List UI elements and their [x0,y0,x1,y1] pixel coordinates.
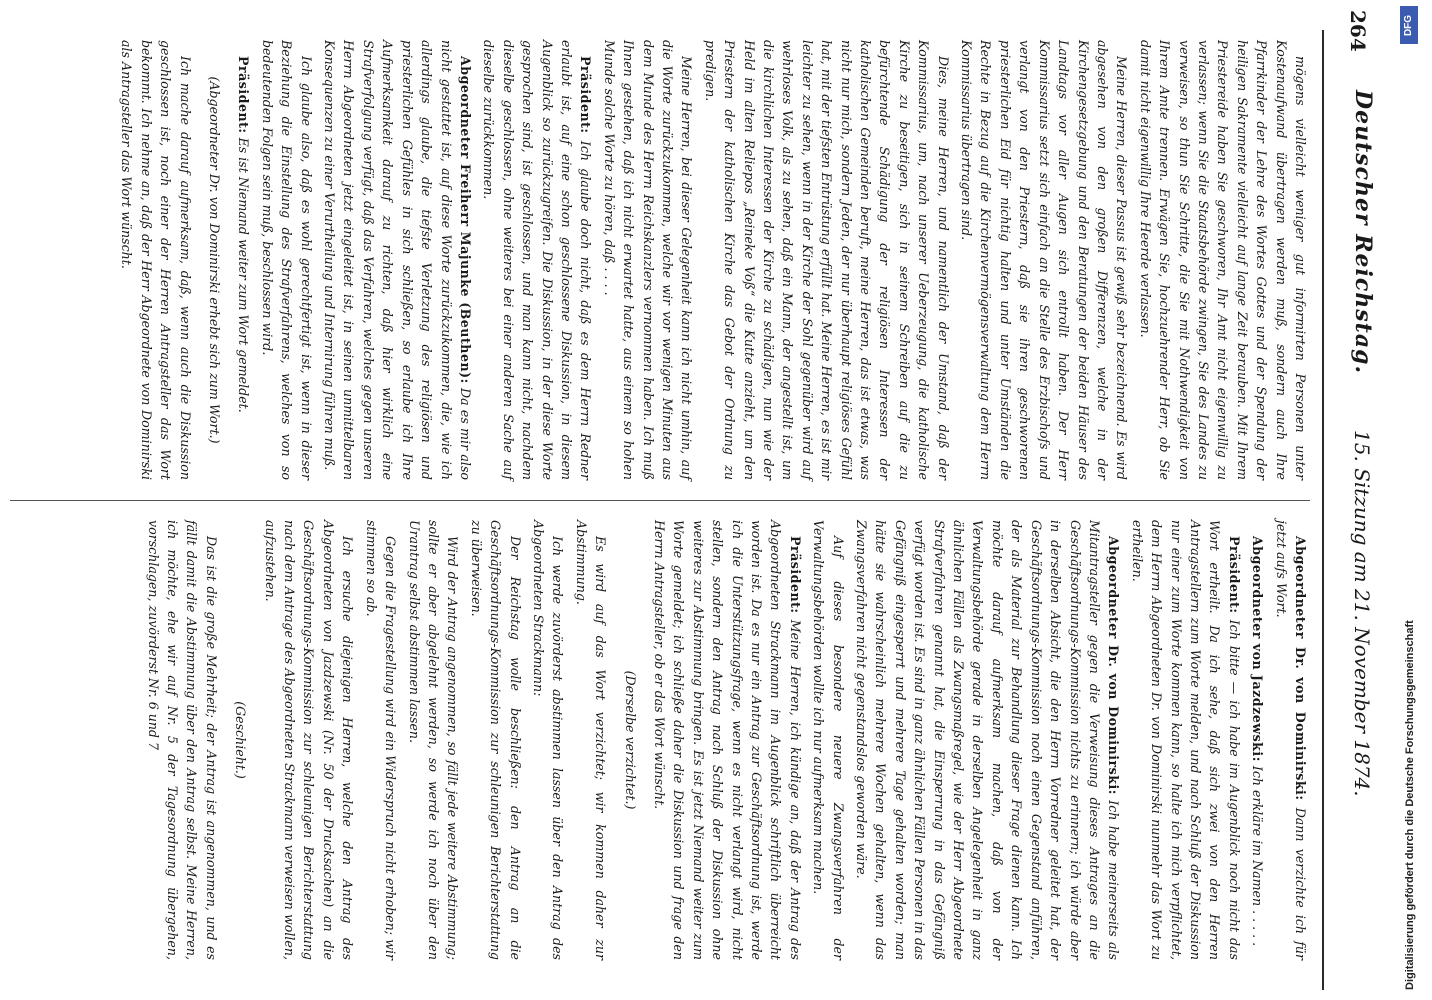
paragraph [143,520,221,960]
paragraph [957,40,1132,480]
paragraph-text: Ich glaube also, daß es wohl gerechtfertigt ist, wenn in dieser Beziehung die Einstellung des Strafverfahrens, welches von so bedeutenden Folgen sein muß, beschlossen wird. [259,40,314,480]
paragraph-text: Da es mir also nicht gestattet ist, auf diese Worte zurückzukommen, die, wie ich allerdings glaube, die tiefste Verletzung des religiösen und priesterlichen Gefühles in sich schließen, so erlaube ich Ihre Aufmerksamkeit darauf zu richten, daß hier wirklich eine Strafverfolgung verfügt, daß das Verfahren, welches gegen unseren Herrn Abgeordneten jetzt eingeleitet ist, in seinen unmittelbaren Konsequenzen zu einer Verurtheilung und Internirung führen muß. [322,40,473,480]
paragraph-text: Es wird auf das Wort verzichtet; wir kommen daher zur Abstimmung. [573,520,609,960]
paragraph-text: Ich glaube doch nicht, daß es dem Herrn Redner erlaubt ist, auf eine schon geschlossene Diskussion, in diesem Augenblick so zurückzugreifen. Die Diskussion, in der diese Worte gesprochen sind, ist geschlossen, und man kann nicht, nachdem dieselbe geschlossen, ohne weiteres bei einer anderen Sache auf dieselbe zurückkommen. [481,40,594,480]
paragraph [700,40,952,480]
stage-direction: (Abgeordneter Dr. von Dominirski erhebt sich zum Wort.) [207,76,223,444]
paragraph [361,520,400,960]
paragraph-text: Es ist Niemand weiter zum Wort gemeldet. [236,137,252,413]
speaker-name: Abgeordneter Dr. von Dominirski: [1293,536,1308,801]
paragraph-text: Meine Herren, bei dieser Gelegenheit kann ich nicht umhin, auf die Worte zurückzukommen, welche wir vor wenigen Minuten aus dem Munde des Herrn Reichskanzlers vernommen haben. Ich muß Ihnen gestehen, daß ich nicht erwartet hatte, aus einem so hohen Munde solche Worte zu hören, daß . . . . [601,40,695,480]
right-text-column [139,520,1310,960]
digitization-credit: Digitalisierung gefördert durch die Deutsche Forschungsgemeinschaft [1404,620,1416,990]
speaker-name: Präsident: [578,56,594,134]
paragraph [1248,520,1267,960]
speaker-name: Präsident: [787,536,803,614]
paragraph-text: Meine Herren, dieser Passus ist gewiß sehr bezeichnend. Es wird abgesehen von den großen Differenzen, welche in der Kirchengesetzgebung und den Beratungen der beiden Häuser des Landtags vor aller Augen sich entrollt haben. Der Herr Kommissarius setzt sich einfach an die Stelle des Erzbischofs und verlangt von den Priestern, daß sie ihren geschworenen priesterlichen Eid für nichtig halten und unter Umständen die Rechte in Bezug auf die Kirchenvermögensverwaltung dem Herrn Kommissarius übertragen sind. [959,40,1130,480]
paragraph [1271,520,1310,960]
session-line: 15. Sitzung am 21. November 1874. [1350,430,1374,797]
paragraph-text: Das ist die große Mehrheit; der Antrag ist angenommen, und es fällt damit die Abstimmung über den Antrag selbst. Meine Herren, ich möchte, ehe wir auf Nr. 5 der Tagesordnung übergehen, vorschlagen, zuvörderst Nr. 6 und 7 [145,520,219,960]
paragraph [1135,40,1310,480]
stage-direction: (Geschieht.) [233,701,249,779]
digitization-sidebar [1390,0,1426,1000]
stage-direction: (Derselbe verzichtet.) [622,670,638,810]
paragraph-text: Ich mache darauf aufmerksam, daß, wenn auch die Diskussion geschlossen ist, noch einer der Herren Antragsteller das Wort bekommt. Ich nehme an, daß der Herr Abgeordnete von Dominirski als Antragsteller das Wort wünscht. [119,40,193,480]
dfg-logo: DFG [1400,6,1418,44]
paragraph [320,40,475,480]
paragraph-text: Ich ersuche diejenigen Herren, welche den Antrag des Abgeordneten von Jazdzewski (Nr. 50 der Drucksachen) an die Geschäftsordnungs-Kommission zur schleunigen Berichterstattung nach dem Antrage des Abgeordneten Strackmann verweisen wollen, aufzustehen. [262,520,356,960]
paragraph [650,520,805,960]
paragraph [234,40,253,480]
column-divider [10,500,1310,501]
paragraph [466,520,524,960]
page-number: 264 [1346,10,1370,52]
paragraph-text: Dies, meine Herren, und namentlich der Umstand, daß der Kommissarius, um, nach unserer Ueberzeugung, die katholische Kirche zu beseitigen, sich in seinem Schreiben auf die zu befürchtende Schädigung der religiösen Interessen der katholischen Gemeinden beruft, meine Herren, das ist etwas, was nicht nur mich, sondern Jeden, der nur überhaupt religiöses Gefühl hat, mit der tiefsten Entrüstung erfüllt hat. Meine Herren, es ist mir leichter zu sehen, wenn in der Kirche der Sohl gegenüber wird auf wehrloses Volk, als zu sehen, daß ein Mann, der angestellt ist, um die kirchlichen Interessen der Kirche zu schädigen, nun wie der Held im alten Reliepos „Reineke Voß“ die Kutte anzieht, um den Priestern der katholischen Kirche das Gebot der Ordnung zu predigen. [702,40,951,480]
speaker-name: Präsident: [236,56,252,134]
paragraph [117,40,195,480]
running-title: Deutscher Reichstag. [1350,90,1376,375]
paragraph-text: Ich erkläre im Namen . . . . . [1250,765,1266,947]
page-header [1324,0,1384,1000]
paragraph-text: Ich werde zuvörderst abstimmen lassen über den Antrag des Abgeordneten Strackmann: [530,520,566,960]
paragraph [479,40,595,480]
paragraph [529,520,568,960]
speaker-name: Abgeordneter Freiherr Majunke (Beuthen): [457,56,473,384]
paragraph [260,520,357,960]
paragraph-text: Wird der Antrag angenommen, so fällt jede weitere Abstimmung; sollte er aber abgelehnt werden, so werde ich noch über den Urantrag selbst abstimmen lassen. [406,520,461,960]
paragraph [852,520,1124,960]
paragraph [571,520,610,960]
paragraph-text: Dann verzichte ich für jetzt aufs Wort. [1273,520,1308,961]
speaker-name: Präsident: [1226,536,1242,614]
speaker-name: Abgeordneter Dr. von Dominirski: [1106,536,1122,795]
paragraph-text: Meine Herren, ich kündige an, daß der Antrag des Abgeordneten Strackmann im Augenblick schriftlich überreicht worden ist. Da es nur ein Antrag zur Geschäftsordnung ist, werde ich die Unterstützungsfrage, wenn es nicht verlangt wird, nicht stellen, sondern den Antrag nach Schluß der Diskussion ohne weiteres zur Abstimmung bringen. Es ist jetzt Niemand weiter zum Worte gemeldet; ich schließe daher die Diskussion und frage den Herrn Antragsteller, ob er das Wort wünscht. [652,520,803,960]
paragraph-text: Ich habe meinerseits als Mitantragsteller gegen die Verweisung dieses Antrages an die Geschäftsordnungs-Kommission nichts zu erinnern; ich würde aber in derselben Absicht, die den Herrn Vorredner geleitet hat, der Geschäftsordnungs-Kommission noch einen Gegenstand anführen, der als Material zur Behandlung dieser Frage dienen kann. Ich möchte darauf aufmerksam machen, daß von der Verwaltungsbehörde gerade in derselben Angelegenheit in ganz ähnlichen Fällen als Zwangsmaßregel, wie der Herr Abgeordnete Strafverfahren genannt hat, die Einsperrung in das Gefängniß verfügt worden ist. Es sind in ganz ähnlichen Fällen Personen in das Gefängniß eingesperrt und mehrere Tage gehalten worden; man hätte sie wahrscheinlich mehrere Wochen gehalten, wenn das Zwangsverfahren nicht gegenstandslos geworden wäre. [854,520,1122,960]
paragraph-text: Der Reichstag wolle beschließen: den Antrag an die Geschäftsordnungs-Kommission zur schleunigen Berichterstattung zu überweisen. [468,520,523,960]
paragraph-text: mögens vielleicht weniger gut informirten Personen unter Kostenaufwand übertragen werden muß, sondern auch Ihre Pfarrkinder der Lehre des Wortes Gottes und der Spendung der heiligen Sakramente vielleicht auf lange Zeit berauben. Mit Ihrem Priestereide haben Sie geschworen, Ihr Amt nicht eigenwillig zu verlassen; wenn Sie die Staatsbehörde zwingen, Sie des Landes zu verweisen, so thun Sie Schritte, die Sie mit Nothwendigkeit von Ihrem Amte trennen. Erwägen Sie, hochzuehrender Herr, ob Sie damit nicht eigenwillig Ihre Heerde verlassen. [1137,40,1308,480]
paragraph [257,40,315,480]
paragraph [599,40,696,480]
paragraph [1127,520,1243,960]
paragraph-text: Auf dieses besondere neuere Zwangsverfahren der Verwaltungsbehörden wollte ich nur aufmerksam machen. [811,520,846,960]
paragraph [809,520,848,960]
paragraph [404,520,462,960]
speaker-name: Abgeordneter von Jazdzewski: [1250,536,1266,762]
header-rule [1322,30,1324,990]
paragraph-text: Ich bitte — ich habe im Augenblick noch nicht das Wort ertheilt. Da ich sehe, daß sich zwei von den Herren Antragstellern zum Worte melden, und nach Schluß der Diskussion nur einer zum Worte kommen kann, so halte ich mich verpflichtet, dem Herrn Abgeordneten Dr. von Dominirski nunmehr das Wort zu ertheilen. [1129,520,1242,960]
left-text-column [113,40,1310,480]
paragraph-text: Gegen die Fragestellung wird ein Widerspruch nicht erhoben; wir stimmen so ab. [363,520,399,960]
